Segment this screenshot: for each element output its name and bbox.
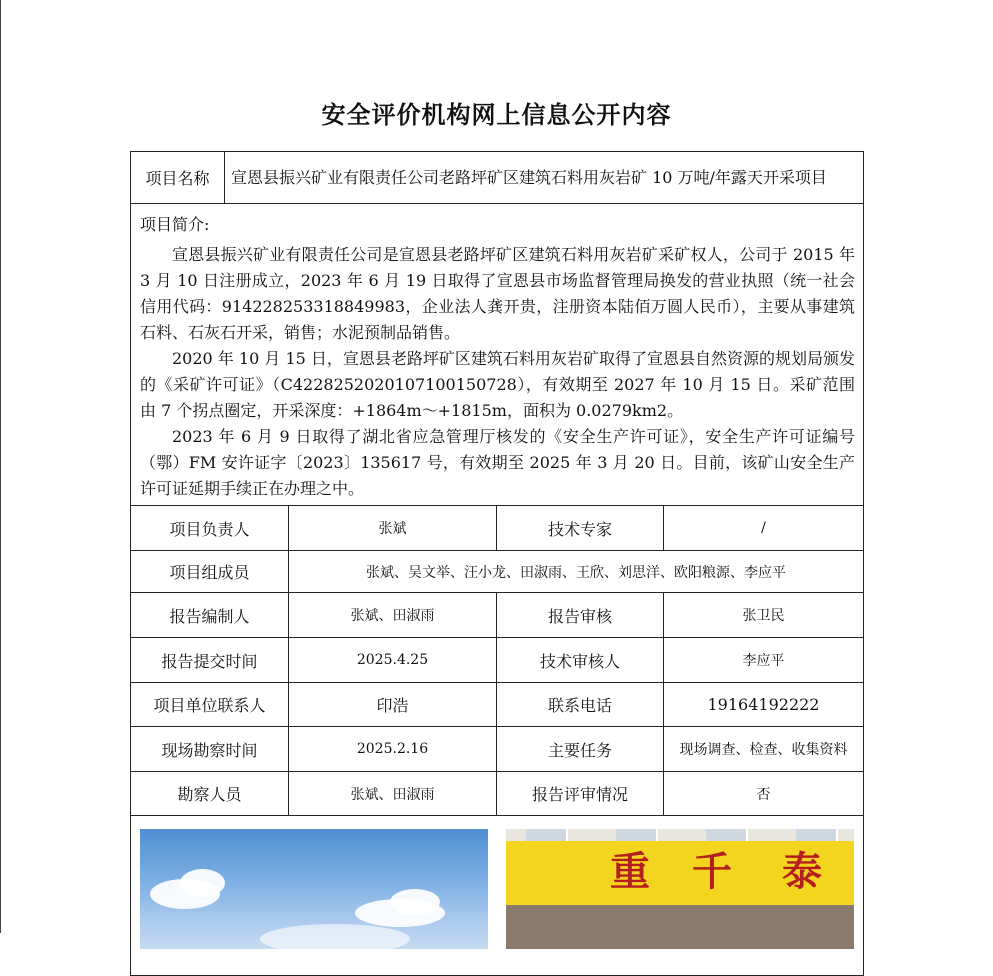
intro-paragraph: 宣恩县振兴矿业有限责任公司是宣恩县老路坪矿区建筑石料用灰岩矿采矿权人，公司于 2015 年 3 月 10 日注册成立，2023 年 6 月 19 日取得了宣恩县市场监督管理局换发的营业执照（统一社会信用代码：914228253318849983，企业法人龚开贵，注册资本陆佰万圆人民币），主要从事建筑石料、石灰石开采，销售；水泥预制品销售。: [140, 244, 855, 342]
site-photo-storefront: [506, 829, 854, 949]
contact-label: 项目单位联系人: [131, 683, 289, 727]
storefront-sign: [506, 841, 854, 905]
task-label: 主要任务: [497, 727, 664, 772]
table-row: [131, 638, 864, 683]
author-value: 张斌、田淑雨: [289, 593, 497, 638]
rating-label: 报告评审情况: [497, 772, 664, 816]
expert-value: /: [664, 506, 864, 551]
info-table: [130, 151, 864, 976]
project-intro: [131, 204, 864, 506]
sign-char: 千: [692, 849, 732, 895]
sign-char: 泰: [782, 849, 822, 895]
reviewer-label: 报告审核: [497, 593, 664, 638]
intro-paragraph: 2023 年 6 月 9 日取得了湖北省应急管理厅核发的《安全生产许可证》，安全生产许可证编号（鄂）FM 安许证字〔2023〕135617 号，有效期至 2025 年 3 月 20 日。目前，该矿山安全生产许可证延期手续正在办理之中。: [140, 426, 855, 498]
intro-heading: 项目简介:: [140, 214, 210, 234]
leader-label: 项目负责人: [131, 506, 289, 551]
table-row: [131, 593, 864, 638]
phone-value: 19164192222: [664, 683, 864, 727]
tech-reviewer-value: 李应平: [664, 638, 864, 683]
submit-time-value: 2025.4.25: [289, 638, 497, 683]
page-left-edge: [0, 0, 1, 933]
project-name-label: 项目名称: [131, 152, 225, 204]
phone-label: 联系电话: [497, 683, 664, 727]
project-name-row: [131, 152, 864, 204]
rating-value: 否: [664, 772, 864, 816]
table-row: [131, 506, 864, 551]
leader-value: 张斌: [289, 506, 497, 551]
sign-char: 重: [610, 849, 650, 895]
surveyors-label: 勘察人员: [131, 772, 289, 816]
table-row: [131, 772, 864, 816]
table-row: [131, 727, 864, 772]
photos-row: [131, 816, 864, 976]
site-photos: [131, 816, 864, 976]
members-value: 张斌、吴文举、汪小龙、田淑雨、王欣、刘思洋、欧阳粮源、李应平: [289, 551, 864, 593]
table-row: [131, 683, 864, 727]
survey-time-value: 2025.2.16: [289, 727, 497, 772]
reviewer-value: 张卫民: [664, 593, 864, 638]
task-value: 现场调查、检查、收集资料: [664, 727, 864, 772]
tech-reviewer-label: 技术审核人: [497, 638, 664, 683]
surveyors-value: 张斌、田淑雨: [289, 772, 497, 816]
project-name-value: 宣恩县振兴矿业有限责任公司老路坪矿区建筑石料用灰岩矿 10 万吨/年露天开采项目: [225, 152, 864, 204]
storefront-wall: [506, 905, 854, 949]
author-label: 报告编制人: [131, 593, 289, 638]
survey-time-label: 现场勘察时间: [131, 727, 289, 772]
table-row: [131, 551, 864, 593]
expert-label: 技术专家: [497, 506, 664, 551]
page-title: 安全评价机构网上信息公开内容: [321, 100, 672, 129]
contact-value: 印浩: [289, 683, 497, 727]
submit-time-label: 报告提交时间: [131, 638, 289, 683]
intro-paragraph: 2020 年 10 月 15 日，宣恩县老路坪矿区建筑石料用灰岩矿取得了宣恩县自然资源的规划局颁发的《采矿许可证》（C4228252020107100150728），有效期至 2027 年 10 月 15 日。采矿范围由 7 个拐点圈定，开采深度：+1864m～+1815m，面积为 0.0279km2。: [140, 348, 855, 420]
intro-row: [131, 204, 864, 506]
site-photo-sky: [140, 829, 488, 949]
members-label: 项目组成员: [131, 551, 289, 593]
